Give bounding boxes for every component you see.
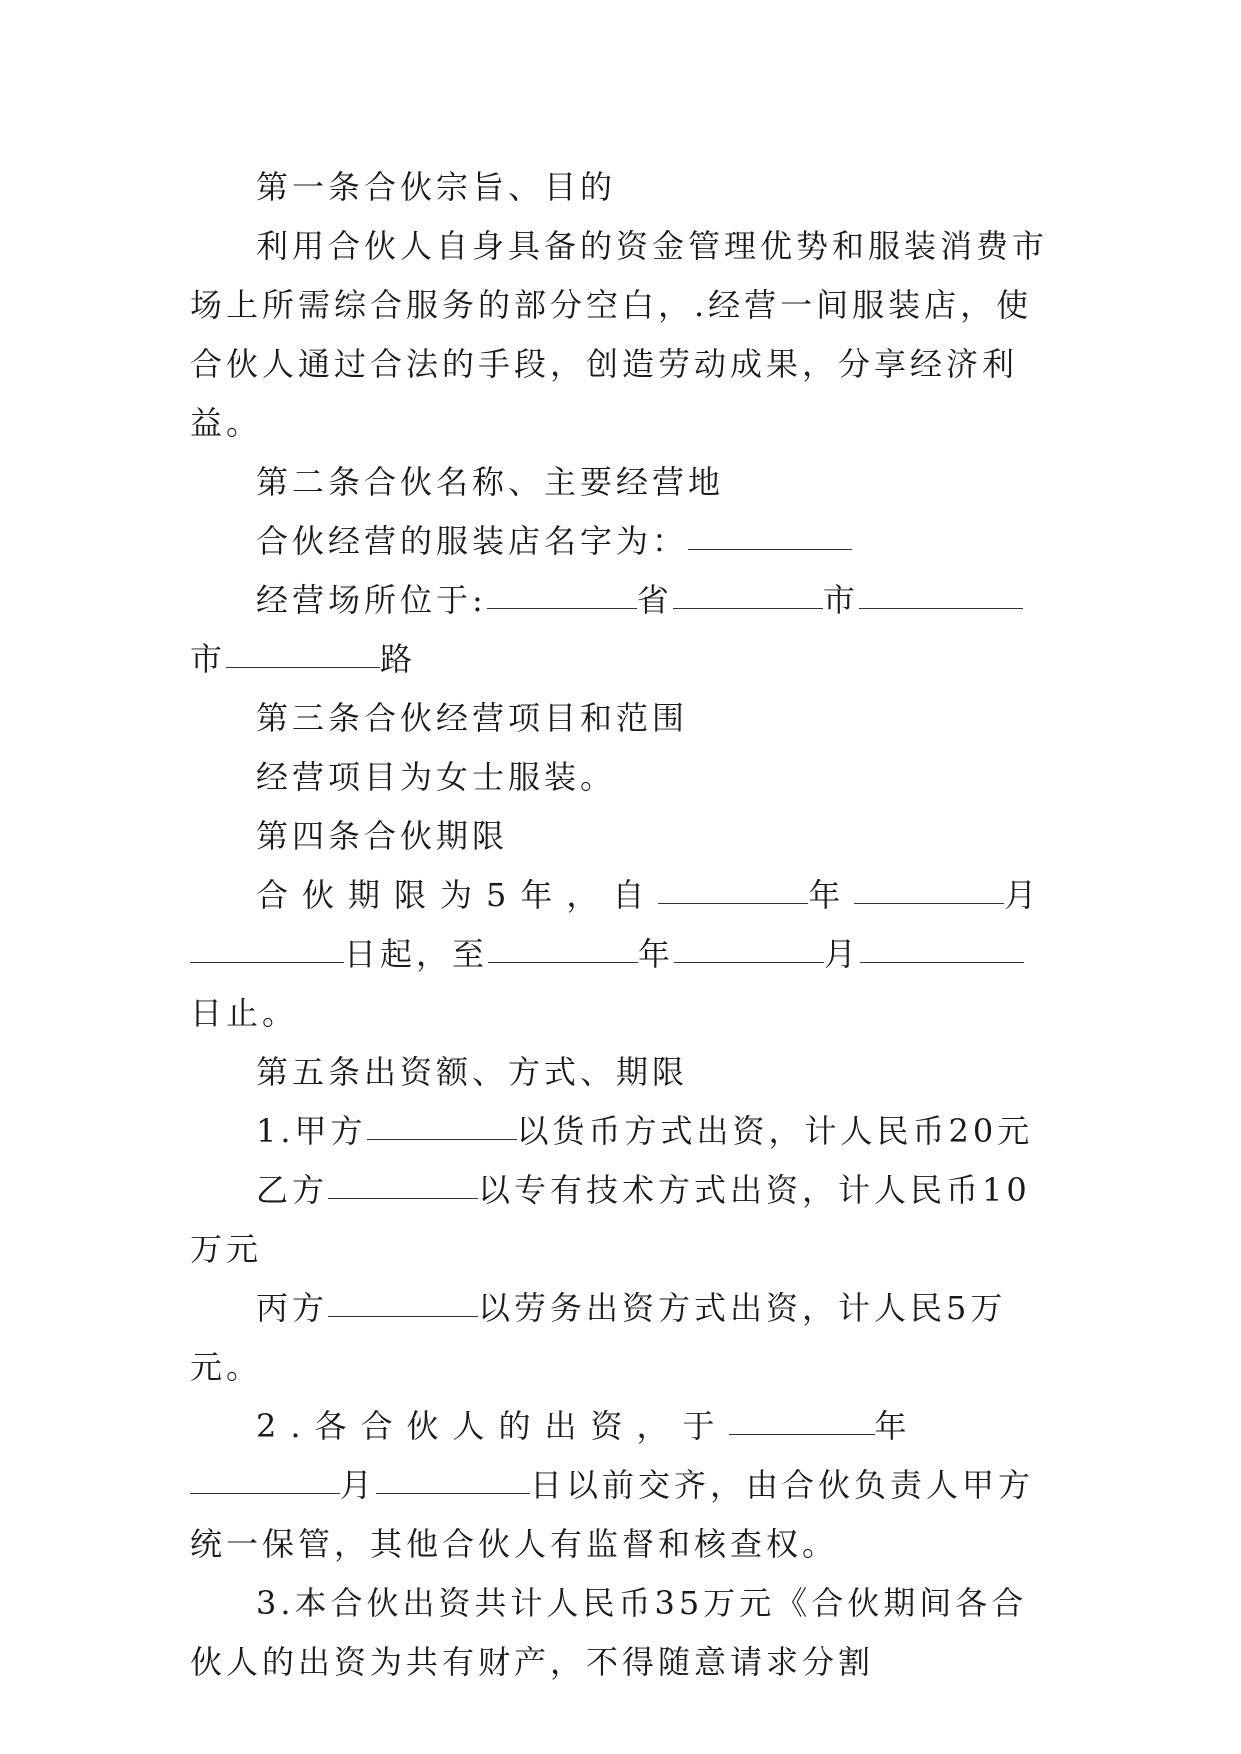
partner-b-prefix: 乙方 — [256, 1171, 329, 1209]
term-month: 月 — [1004, 876, 1041, 914]
term-day-from: 日起，至 — [344, 935, 489, 973]
partner-b-line — [190, 1161, 1050, 1279]
partner-a-suffix: 以货币方式出资，计人民币20元 — [516, 1112, 1034, 1150]
item2-suffix: 日以前交齐，由合伙负责人甲方统一保管，其他合伙人有监督和核查权。 — [190, 1466, 1035, 1563]
article1-heading: 第一条合伙宗旨、目的 — [256, 168, 617, 206]
term-day-end: 日止。 — [190, 994, 299, 1032]
partner-a-line — [190, 1102, 1050, 1161]
city2-text: 市 — [190, 640, 227, 678]
partner-a-blank — [367, 1119, 517, 1140]
document-body — [190, 158, 1050, 1692]
end-day-blank — [860, 942, 1024, 963]
article2-heading: 第二条合伙名称、主要经营地 — [256, 463, 725, 501]
article5-heading: 第五条出资额、方式、期限 — [256, 1053, 689, 1091]
item3-line: 3.本合伙出资共计人民币35万元《合伙期间各合伙人的出资为共有财产，不得随意请求分割 — [190, 1584, 1028, 1681]
item2-year-blank — [729, 1414, 875, 1435]
partner-b-blank — [328, 1178, 478, 1199]
term-year: 年 — [808, 876, 855, 914]
term-month2: 月 — [824, 935, 861, 973]
item2-month-blank — [190, 1473, 340, 1494]
item2-month: 月 — [340, 1466, 377, 1504]
start-day-blank — [190, 942, 344, 963]
start-month-blank — [854, 883, 1004, 904]
partner-c-blank — [328, 1296, 478, 1317]
item2-day-blank — [376, 1473, 530, 1494]
city-text: 市 — [822, 581, 859, 619]
store-name-line — [190, 512, 1050, 571]
term-prefix: 合伙期限为5年，自 — [256, 876, 659, 914]
item2-prefix: 2.各合伙人的出资，于 — [256, 1407, 729, 1445]
partner-c-line — [190, 1279, 1050, 1397]
article3-body: 经营项目为女士服装。 — [256, 758, 617, 796]
city-blank — [673, 588, 823, 609]
store-name-blank — [688, 529, 852, 550]
end-year-blank — [488, 942, 638, 963]
term-year2: 年 — [638, 935, 675, 973]
term-line — [190, 866, 1050, 1043]
road-text: 路 — [380, 640, 417, 678]
partner-c-prefix: 丙方 — [256, 1289, 329, 1327]
partner-a-prefix: 1.甲方 — [256, 1112, 367, 1150]
item2-year: 年 — [874, 1407, 921, 1445]
article3-heading: 第三条合伙经营项目和范围 — [256, 699, 689, 737]
location-label: 经营场所位于: — [256, 581, 487, 619]
location-line — [190, 571, 1050, 689]
partner-c-suffix: 以劳务出资方式出资，计人民5万元。 — [190, 1289, 1007, 1386]
partner-b-suffix: 以专有技术方式出资，计人民币10万元 — [190, 1171, 1031, 1268]
province-blank — [487, 588, 637, 609]
start-year-blank — [658, 883, 808, 904]
article4-heading: 第四条合伙期限 — [256, 817, 509, 855]
road-blank — [226, 647, 380, 668]
item2-line — [190, 1397, 1050, 1574]
store-name-label: 合伙经营的服装店名字为： — [256, 522, 689, 560]
article1-body: 利用合伙人自身具备的资金管理优势和服装消费市场上所需综合服务的部分空白，.经营一间服装店，使合伙人通过合法的手段，创造劳动成果，分享经济利益。 — [190, 227, 1049, 442]
province-text: 省 — [636, 581, 673, 619]
district-blank — [859, 588, 1023, 609]
end-month-blank — [674, 942, 824, 963]
